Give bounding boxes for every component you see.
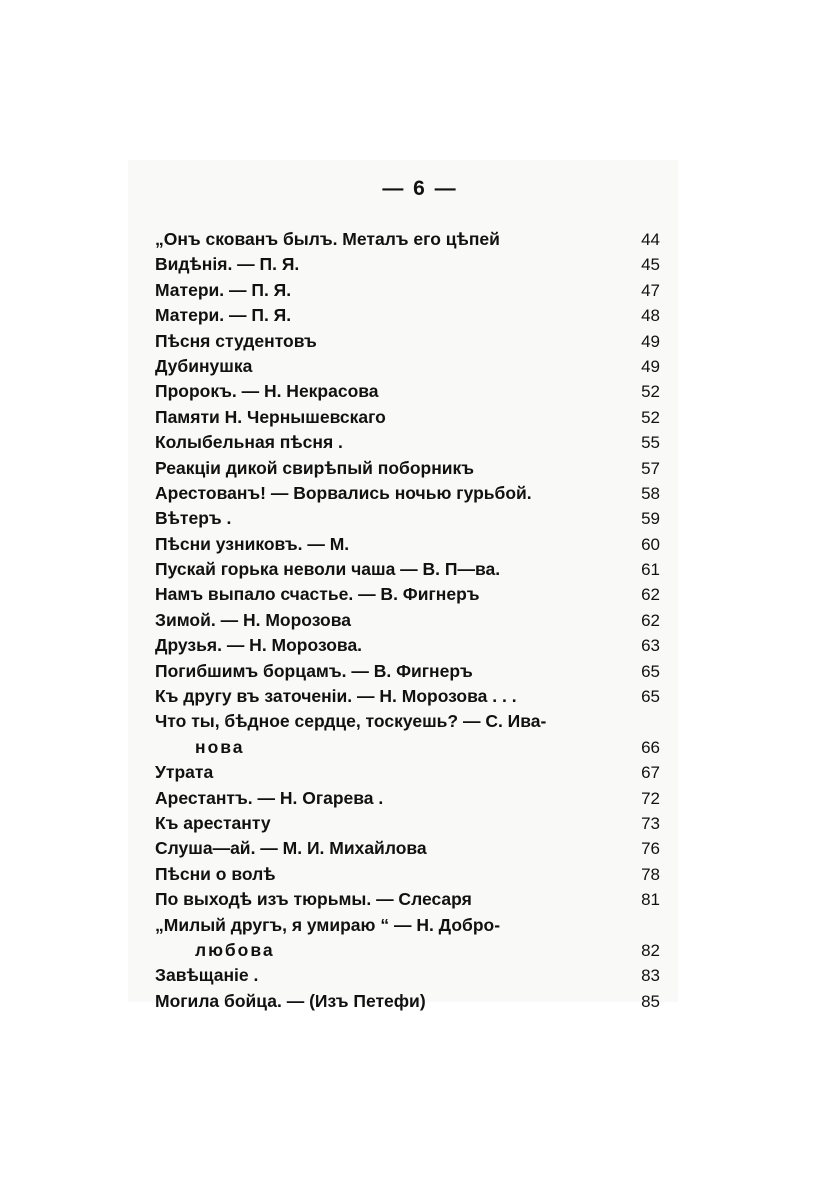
- toc-entry-page: 81: [641, 890, 660, 910]
- toc-entry: [155, 506, 660, 531]
- toc-entry-title: Видѣнія. — П. Я.: [155, 254, 300, 275]
- toc-entry: [155, 456, 660, 481]
- toc-entry-title: Реакціи дикой свирѣпый поборникъ: [155, 457, 475, 478]
- toc-entry-title: Могила бойца. — (Изъ Петефи): [155, 990, 426, 1011]
- toc-entry: [155, 811, 660, 836]
- toc-entry-title: Завѣщаніе .: [155, 965, 259, 986]
- toc-entry-title: Памяти Н. Чернышевскаго: [155, 406, 386, 427]
- toc-entry-title: Погибшимъ борцамъ. — В. Фигнеръ: [155, 660, 473, 681]
- toc-entry: [155, 532, 660, 557]
- toc-entry: [155, 760, 660, 785]
- toc-entry: [155, 989, 660, 1014]
- toc-entry-page: 61: [641, 560, 660, 580]
- toc-entry-page: 66: [641, 737, 660, 757]
- toc-entry-title: Дубинушка: [155, 355, 253, 376]
- toc-entry: [155, 913, 660, 938]
- toc-entry: [155, 684, 660, 709]
- toc-entry-title: любова: [195, 939, 275, 960]
- toc-entry-page: 52: [641, 382, 660, 402]
- toc-entry-title: „Онъ скованъ былъ. Металъ его цѣпей: [155, 229, 500, 249]
- toc-entry-page: 49: [641, 356, 660, 376]
- toc-entry: [155, 252, 660, 277]
- toc-entry-page: 62: [641, 585, 660, 605]
- toc-entry-title: Слуша—ай. — М. И. Михайлова: [155, 838, 427, 859]
- toc-entry-page: 62: [641, 610, 660, 630]
- toc-entry-title: Утрата: [155, 762, 214, 783]
- toc-entry-title: Матери. — П. Я.: [155, 279, 292, 300]
- toc-entry-page: 49: [641, 331, 660, 351]
- toc-entry: [155, 709, 660, 734]
- toc-entry-page: 83: [641, 966, 660, 986]
- toc-entry-title: Зимой. — Н. Морозова: [155, 609, 351, 630]
- toc-entry-title: Пѣсни узниковъ. — М.: [155, 533, 350, 554]
- toc-entry: [155, 862, 660, 887]
- toc-entry-page: 85: [641, 991, 660, 1011]
- toc-entry: [155, 557, 660, 582]
- toc-entry: [155, 329, 660, 354]
- toc-entry-page: 63: [641, 636, 660, 656]
- toc-entry-page: 55: [641, 433, 660, 453]
- toc-entry-page: 67: [641, 763, 660, 783]
- toc-entry: [155, 887, 660, 912]
- toc-entry-title: Колыбельная пѣсня .: [155, 432, 343, 453]
- toc-entry-page: 52: [641, 407, 660, 427]
- toc-entry-title: Пѣсня студентовъ: [155, 330, 317, 351]
- toc-entry-page: 59: [641, 509, 660, 529]
- toc-entry-page: 57: [641, 458, 660, 478]
- toc-entry-title: Арестантъ. — Н. Огарева .: [155, 787, 384, 808]
- toc-entry-title: Арестованъ! — Ворвались ночью гурьбой.: [155, 482, 532, 503]
- toc-entry: [155, 227, 660, 252]
- table-of-contents: [155, 227, 660, 1014]
- toc-entry-title: Къ другу въ заточеніи. — Н. Морозова . . .: [155, 686, 517, 707]
- toc-entry: [155, 379, 660, 404]
- toc-entry-title: Матери. — П. Я.: [155, 305, 292, 326]
- toc-entry-page: 58: [641, 483, 660, 503]
- toc-entry-page: 44: [641, 230, 660, 249]
- toc-entry: [155, 354, 660, 379]
- toc-entry-title: Пускай горька неволи чаша — В. П—ва.: [155, 559, 501, 580]
- toc-entry: [155, 938, 660, 963]
- toc-entry: [155, 278, 660, 303]
- toc-entry-page: 72: [641, 788, 660, 808]
- toc-entry-title: „Милый другъ, я умираю “ — Н. Добро-: [155, 914, 501, 935]
- toc-entry: [155, 303, 660, 328]
- toc-entry-title: Друзья. — Н. Морозова.: [155, 635, 363, 656]
- toc-entry-title: Пророкъ. — Н. Некрасова: [155, 381, 379, 402]
- toc-entry-title: Вѣтеръ .: [155, 508, 232, 529]
- toc-entry-page: 65: [641, 661, 660, 681]
- toc-entry-title: Пѣсни о волѣ: [155, 863, 276, 884]
- toc-entry: [155, 786, 660, 811]
- toc-entry-page: 76: [641, 839, 660, 859]
- toc-entry: [155, 582, 660, 607]
- toc-entry: [155, 481, 660, 506]
- toc-entry-page: 73: [641, 813, 660, 833]
- toc-entry-title: По выходѣ изъ тюрьмы. — Слесаря: [155, 889, 472, 910]
- toc-entry: [155, 735, 660, 760]
- toc-entry-page: 60: [641, 534, 660, 554]
- toc-entry-page: 45: [641, 255, 660, 275]
- toc-entry-page: 48: [641, 306, 660, 326]
- toc-entry-title: Намъ выпало счастье. — В. Фигнеръ: [155, 584, 480, 605]
- toc-entry-page: 78: [641, 864, 660, 884]
- toc-entry-title: Къ арестанту: [155, 812, 271, 833]
- toc-entry-title: Что ты, бѣдное сердце, тоскуешь? — С. Ива-: [155, 711, 547, 732]
- toc-entry: [155, 836, 660, 861]
- page-number: — 6 —: [382, 177, 458, 200]
- toc-entry-page: 65: [641, 687, 660, 707]
- toc-entry-page: 82: [641, 940, 660, 960]
- toc-entry: [155, 633, 660, 658]
- toc-entry: [155, 405, 660, 430]
- toc-entry: [155, 430, 660, 455]
- toc-entry: [155, 659, 660, 684]
- toc-entry: [155, 608, 660, 633]
- toc-entry: [155, 963, 660, 988]
- toc-entry-page: 47: [641, 280, 660, 300]
- toc-entry-title: нова: [195, 736, 245, 757]
